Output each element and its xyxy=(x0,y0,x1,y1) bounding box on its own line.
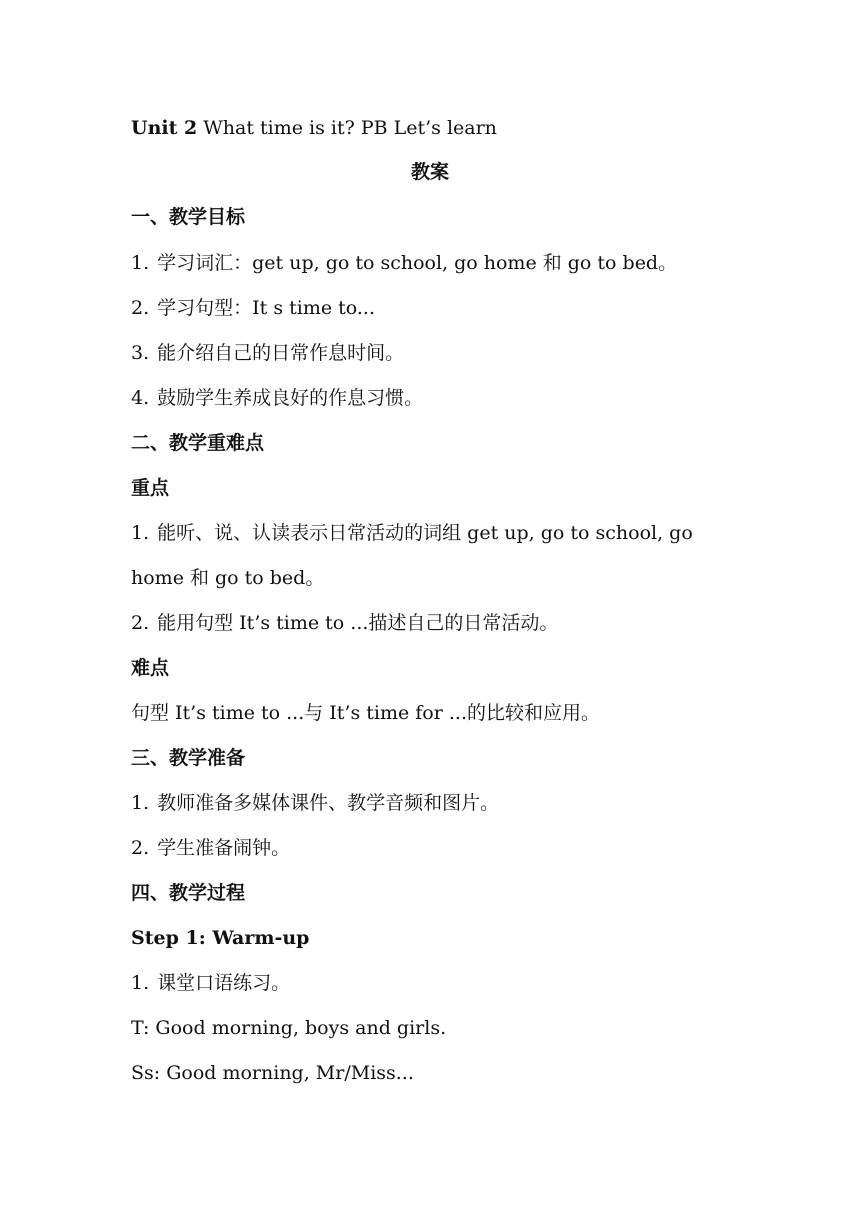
title-unit: Unit 2 xyxy=(131,117,198,139)
step-heading: Step 1: Warm-up xyxy=(131,927,310,949)
item-text: 学习句型：It s time to... xyxy=(157,297,375,319)
difficult-text: 句型 It’s time to ...与 It’s time for ...的比较和应用。 xyxy=(131,702,600,724)
item-number: 2. xyxy=(131,837,150,859)
list-item xyxy=(131,791,499,815)
item-text: 学习词汇：get up, go to school, go home 和 go to bed。 xyxy=(157,252,678,274)
subheading-difficult: 难点 xyxy=(131,657,170,679)
list-item xyxy=(131,341,404,365)
list-item xyxy=(131,296,375,320)
list-item xyxy=(131,971,290,995)
dialogue-line-students: Ss: Good morning, Mr/Miss... xyxy=(131,1062,414,1084)
list-item-continuation: home 和 go to bed。 xyxy=(131,567,325,589)
list-item xyxy=(131,386,423,410)
list-item xyxy=(131,521,693,545)
item-text: 能听、说、认读表示日常活动的词组 get up, go to school, go xyxy=(157,522,693,544)
section-heading-key-points: 二、教学重难点 xyxy=(131,432,265,454)
subheading-key: 重点 xyxy=(131,477,170,499)
item-number: 1. xyxy=(131,972,150,994)
title-text: What time is it? PB Let’s learn xyxy=(197,117,497,139)
dialogue-line-teacher: T: Good morning, boys and girls. xyxy=(131,1017,447,1039)
item-number: 1. xyxy=(131,252,150,274)
list-item xyxy=(131,836,290,860)
section-heading-procedure: 四、教学过程 xyxy=(131,882,246,904)
item-text: 鼓励学生养成良好的作息习惯。 xyxy=(157,387,424,409)
item-text: 学生准备闹钟。 xyxy=(157,837,291,859)
section-heading-objectives: 一、教学目标 xyxy=(131,206,246,228)
item-number: 3. xyxy=(131,342,150,364)
list-item xyxy=(131,251,677,275)
item-number: 1. xyxy=(131,792,150,814)
item-text: 课堂口语练习。 xyxy=(157,972,291,994)
item-number: 2. xyxy=(131,297,150,319)
item-number: 4. xyxy=(131,387,150,409)
document-subtitle: 教案 xyxy=(410,161,449,183)
document-title xyxy=(131,116,497,140)
section-heading-preparation: 三、教学准备 xyxy=(131,747,246,769)
item-text: 能介绍自己的日常作息时间。 xyxy=(157,342,405,364)
list-item xyxy=(131,611,558,635)
item-number: 2. xyxy=(131,612,150,634)
item-number: 1. xyxy=(131,522,150,544)
item-text: 教师准备多媒体课件、教学音频和图片。 xyxy=(157,792,500,814)
item-text: 能用句型 It’s time to ...描述自己的日常活动。 xyxy=(157,612,559,634)
